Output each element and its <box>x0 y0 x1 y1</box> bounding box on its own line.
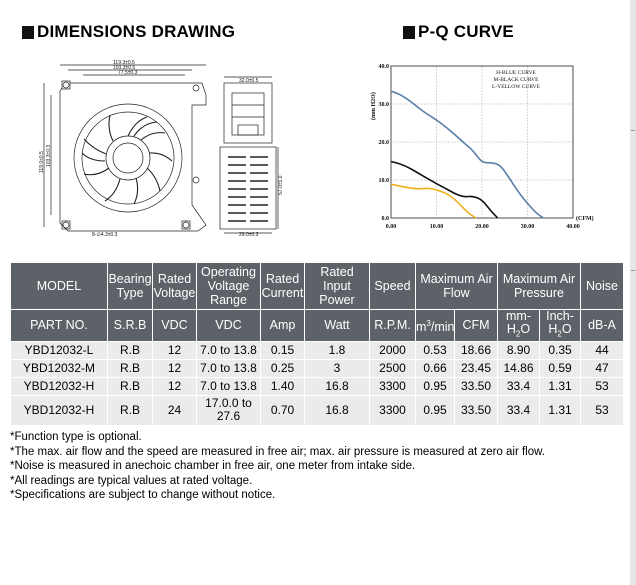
unit-m3min-base: m <box>416 319 427 334</box>
cell-mmh2o: 33.4 <box>498 395 540 425</box>
cell-m3min: 0.95 <box>416 395 455 425</box>
cell-dba: 44 <box>581 341 624 359</box>
dim-height-mid: 103.3±0.3 <box>46 144 52 167</box>
header-max-pressure: Maximum Air Pressure <box>498 263 581 310</box>
dim-hole: 8-∅4.3±0.3 <box>92 232 118 238</box>
header-rated-voltage: Rated Voltage <box>153 263 197 310</box>
unit-mmh2o-sub: 2 <box>515 329 521 339</box>
cell-inchh2o: 1.31 <box>540 377 581 395</box>
cell-power: 3 <box>305 359 370 377</box>
table-row <box>11 359 624 377</box>
cell-range: 17.0.0 to 27.6 <box>197 395 261 425</box>
cell-rpm: 2000 <box>370 341 416 359</box>
footnote: *The max. air flow and the speed are measured in free air; max. air pressure is measured at zero air flow. <box>10 445 545 458</box>
cell-mmh2o: 14.86 <box>498 359 540 377</box>
pq-curve-title-text: P-Q CURVE <box>418 22 514 41</box>
cell-part: YBD12032-H <box>11 377 108 395</box>
cell-voltage: 24 <box>153 395 197 425</box>
dim-side-depth: 32.0±0.5 <box>239 78 259 84</box>
cell-power: 1.8 <box>305 341 370 359</box>
y-axis-label: (mm H2O) <box>371 92 377 120</box>
cell-part: YBD12032-M <box>11 359 108 377</box>
edge-tick <box>631 130 635 131</box>
unit-rpm: R.P.M. <box>370 310 416 342</box>
cell-rpm: 2500 <box>370 359 416 377</box>
cell-bearing: R.B <box>108 395 153 425</box>
cell-m3min: 0.66 <box>416 359 455 377</box>
cell-power: 16.8 <box>305 377 370 395</box>
cell-part: YBD12032-L <box>11 341 108 359</box>
side-view <box>220 77 278 233</box>
unit-inchh2o <box>540 310 581 342</box>
unit-m3min <box>416 310 455 342</box>
cell-part: YBD12032-H <box>11 395 108 425</box>
unit-part-no: PART NO. <box>11 310 108 342</box>
header-operating-voltage: Operating Voltage Range <box>197 263 261 310</box>
unit-inchh2o-o: O <box>561 322 572 336</box>
side-vent-grille <box>228 157 268 221</box>
cell-power: 16.8 <box>305 395 370 425</box>
dim-outlet: 29.0±0.3 <box>239 232 259 238</box>
x-tick-label: 30.00 <box>520 224 535 230</box>
dimensions-drawing <box>10 55 365 245</box>
footnotes <box>10 430 545 503</box>
unit-srb: S.R.B <box>108 310 153 342</box>
unit-vdc: VDC <box>153 310 197 342</box>
cell-rpm: 3300 <box>370 395 416 425</box>
title-square-icon <box>22 26 34 39</box>
mount-hole <box>193 85 199 91</box>
header-bearing: Bearing Type <box>108 263 153 310</box>
legend-l: L-YELLOW CURVE <box>492 84 540 90</box>
y-tick-label: 40.0 <box>378 64 389 70</box>
unit-mmh2o <box>498 310 540 342</box>
cell-current: 1.40 <box>261 377 305 395</box>
cell-rpm: 3300 <box>370 377 416 395</box>
cell-dba: 53 <box>581 377 624 395</box>
unit-mmh2o-prefix: mm- <box>506 309 531 323</box>
dim-height-outer: 119.0±0.5 <box>39 151 45 173</box>
mount-hole <box>183 222 189 228</box>
cell-m3min: 0.95 <box>416 377 455 395</box>
cell-voltage: 12 <box>153 359 197 377</box>
legend-m: M-BLACK CURVE <box>493 77 539 83</box>
x-tick-label: 0.00 <box>385 224 397 230</box>
footnote: *Specifications are subject to change without notice. <box>10 489 276 502</box>
unit-amp: Amp <box>261 310 305 342</box>
cell-voltage: 12 <box>153 377 197 395</box>
x-tick-label: 40.00 <box>566 224 580 230</box>
table-row <box>11 341 624 359</box>
cell-inchh2o: 0.59 <box>540 359 581 377</box>
x-tick-label: 10.00 <box>429 224 444 230</box>
header-rated-input: Rated Input Power <box>305 263 370 310</box>
mount-hole <box>193 177 199 183</box>
cell-range: 7.0 to 13.8 <box>197 341 261 359</box>
y-tick-label: 30.0 <box>378 102 389 108</box>
cell-cfm: 33.50 <box>455 395 498 425</box>
header-noise: Noise <box>581 263 624 310</box>
cell-m3min: 0.53 <box>416 341 455 359</box>
dimensions-title <box>22 22 235 42</box>
cell-voltage: 12 <box>153 341 197 359</box>
scroll-edge[interactable] <box>630 0 636 585</box>
cell-inchh2o: 0.35 <box>540 341 581 359</box>
table-row <box>11 395 624 425</box>
cell-bearing: R.B <box>108 341 153 359</box>
footnote: *All readings are typical values at rated voltage. <box>10 474 253 487</box>
header-model: MODEL <box>11 263 108 310</box>
cell-current: 0.15 <box>261 341 305 359</box>
header-rated-current: Rated Current <box>261 263 305 310</box>
cell-mmh2o: 8.90 <box>498 341 540 359</box>
unit-inchh2o-prefix: Inch- <box>546 309 574 323</box>
y-tick-label: 20.0 <box>378 140 389 146</box>
title-square-icon <box>403 26 415 39</box>
cell-dba: 47 <box>581 359 624 377</box>
header-row <box>11 263 624 310</box>
table-row <box>11 377 624 395</box>
unit-mmh2o-h: H <box>506 322 516 336</box>
cell-bearing: R.B <box>108 359 153 377</box>
cell-cfm: 23.45 <box>455 359 498 377</box>
cell-current: 0.70 <box>261 395 305 425</box>
cell-dba: 53 <box>581 395 624 425</box>
dim-width-inner: 77.5±0.3 <box>118 70 138 76</box>
cell-cfm: 18.66 <box>455 341 498 359</box>
dim-side-height: 57.0±1.0 <box>278 175 284 195</box>
cell-bearing: R.B <box>108 377 153 395</box>
dim-width-mid: 103.3±0.5 <box>113 65 136 71</box>
unit-m3min-rest: /min <box>430 319 455 334</box>
unit-m3min-sup: 3 <box>426 318 431 328</box>
unit-watt: Watt <box>305 310 370 342</box>
header-speed: Speed <box>370 263 416 310</box>
footnote: *Noise is measured in anechoic chamber in free air, one meter from intake side. <box>10 460 416 473</box>
impeller-hub-inner <box>113 143 143 173</box>
y-tick-label: 10.0 <box>378 178 389 184</box>
spec-table <box>10 262 624 426</box>
dimensions-title-text: DIMENSIONS DRAWING <box>37 22 236 41</box>
impeller-hub <box>106 136 150 180</box>
footnote: *Function type is optional. <box>10 431 142 443</box>
x-tick-label: 20.00 <box>475 224 489 230</box>
unit-inchh2o-h: H <box>548 322 558 336</box>
pq-chart <box>364 58 614 243</box>
cell-range: 7.0 to 13.8 <box>197 359 261 377</box>
edge-tick <box>631 270 635 271</box>
unit-dba: dB-A <box>581 310 624 342</box>
cell-range: 7.0 to 13.8 <box>197 377 261 395</box>
cell-inchh2o: 1.31 <box>540 395 581 425</box>
unit-cfm: CFM <box>455 310 498 342</box>
unit-vdc-range: VDC <box>197 310 261 342</box>
cell-mmh2o: 33.4 <box>498 377 540 395</box>
y-tick-label: 0.0 <box>381 216 389 222</box>
dim-width-outer: 119.3±0.5 <box>113 60 135 66</box>
x-axis-label: (CFM) <box>576 216 594 222</box>
cell-cfm: 33.50 <box>455 377 498 395</box>
legend-h: H-BLUE CURVE <box>496 70 536 76</box>
unit-inchh2o-sub: 2 <box>557 329 562 339</box>
mount-hole <box>63 222 69 228</box>
pq-curve-title <box>403 22 514 42</box>
unit-mmh2o-o: O <box>520 322 531 336</box>
cell-current: 0.25 <box>261 359 305 377</box>
header-max-airflow: Maximum Air Flow <box>416 263 498 310</box>
unit-row <box>11 310 624 342</box>
